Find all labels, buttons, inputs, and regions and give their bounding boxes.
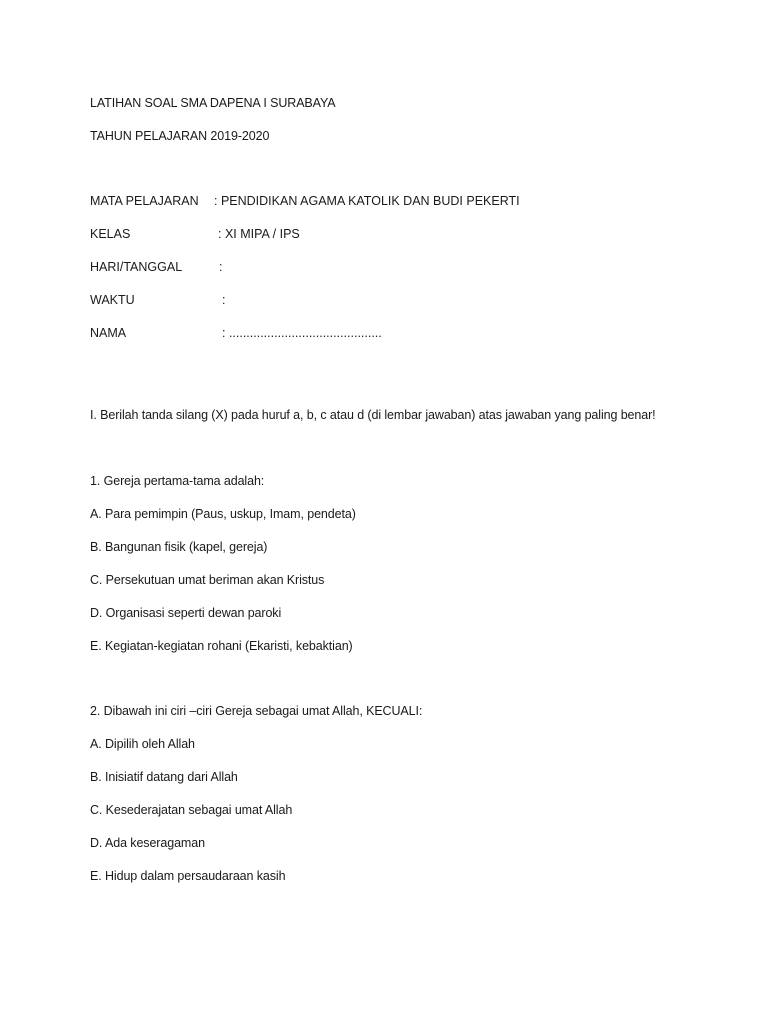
question-2: 2. Dibawah ini ciri –ciri Gereja sebagai umat Allah, KECUALI: [90, 704, 423, 718]
field-value-time: : [222, 293, 226, 307]
instruction-text: I. Berilah tanda silang (X) pada huruf a, b, c atau d (di lembar jawaban) atas jawaban yang paling benar! [90, 408, 656, 422]
document-title: LATIHAN SOAL SMA DAPENA I SURABAYA [90, 96, 336, 110]
question-2-option-a: A. Dipilih oleh Allah [90, 737, 195, 751]
field-label-class: KELAS [90, 227, 131, 241]
question-1-option-d: D. Organisasi seperti dewan paroki [90, 606, 282, 620]
field-label-subject: MATA PELAJARAN [90, 194, 199, 208]
question-1-option-e: E. Kegiatan-kegiatan rohani (Ekaristi, kebaktian) [90, 639, 353, 653]
question-2-option-d: D. Ada keseragaman [90, 836, 205, 850]
field-label-date: HARI/TANGGAL [90, 260, 183, 274]
question-1-option-c: C. Persekutuan umat beriman akan Kristus [90, 573, 325, 587]
field-value-class: : XI MIPA / IPS [218, 227, 300, 241]
question-1-option-a: A. Para pemimpin (Paus, uskup, Imam, pendeta) [90, 507, 356, 521]
field-label-name: NAMA [90, 326, 127, 340]
question-2-option-c: C. Kesederajatan sebagai umat Allah [90, 803, 293, 817]
field-value-name: : ............................................ [222, 326, 382, 340]
field-value-date: : [219, 260, 223, 274]
school-year: TAHUN PELAJARAN 2019-2020 [90, 129, 270, 143]
field-label-time: WAKTU [90, 293, 135, 307]
question-1: 1. Gereja pertama-tama adalah: [90, 474, 265, 488]
question-2-option-e: E. Hidup dalam persaudaraan kasih [90, 869, 286, 883]
question-2-option-b: B. Inisiatif datang dari Allah [90, 770, 238, 784]
field-value-subject: : PENDIDIKAN AGAMA KATOLIK DAN BUDI PEKERTI [214, 194, 520, 208]
question-1-option-b: B. Bangunan fisik (kapel, gereja) [90, 540, 268, 554]
